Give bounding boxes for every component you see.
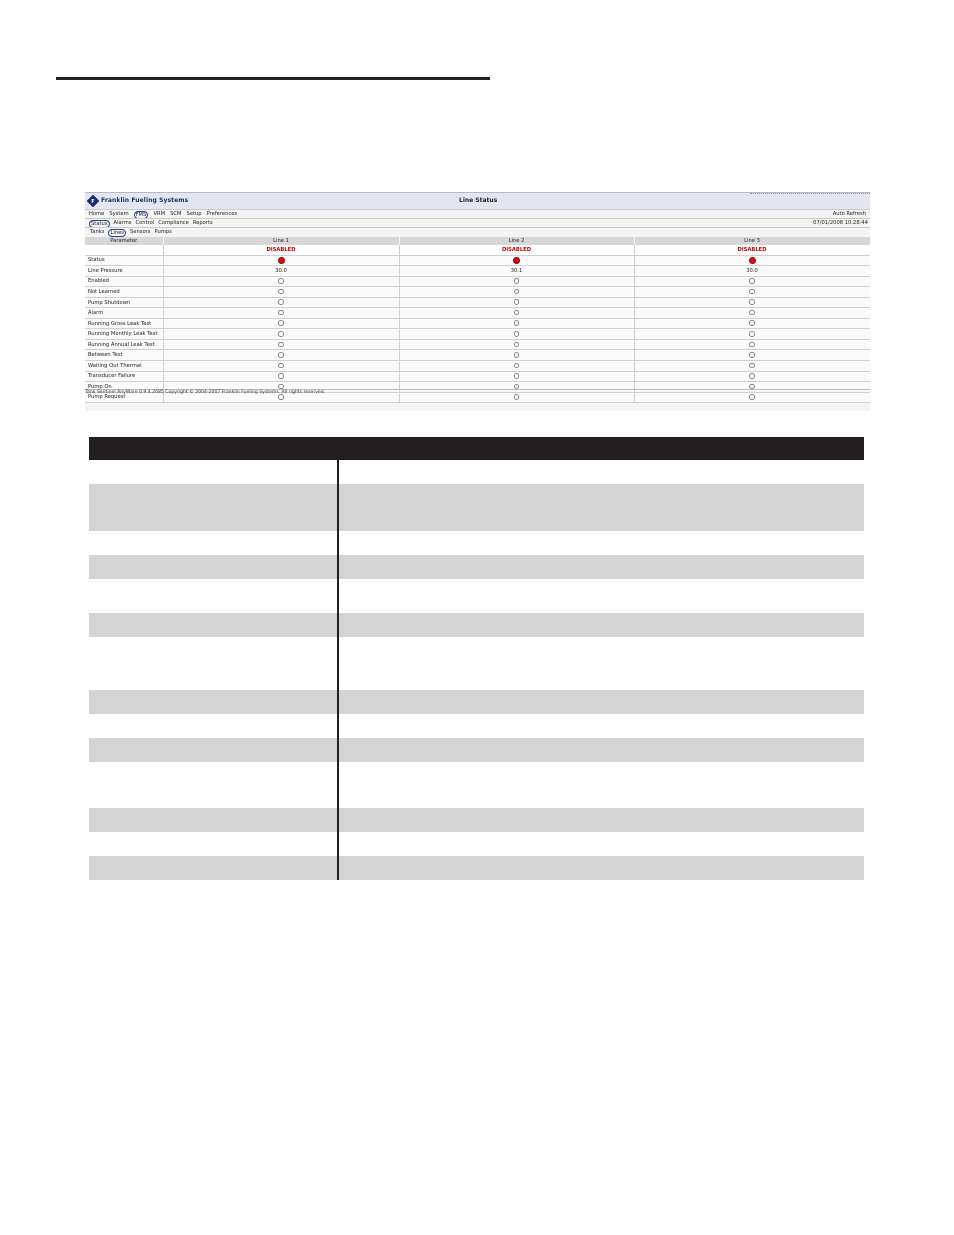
table-row	[85, 276, 870, 287]
indicator-cell	[399, 382, 634, 393]
table-row	[89, 690, 864, 714]
table-row	[85, 318, 870, 329]
table-row	[89, 484, 864, 531]
inactive-indicator-icon	[278, 320, 284, 326]
indicator-cell	[634, 339, 870, 350]
inactive-indicator-icon	[514, 299, 520, 305]
tertiary-nav	[90, 229, 172, 237]
indicator-cell	[634, 308, 870, 319]
inactive-indicator-icon	[749, 342, 755, 348]
auto-refresh-link[interactable]: Auto Refresh	[832, 211, 866, 217]
inactive-indicator-icon	[749, 331, 755, 337]
inactive-indicator-icon	[749, 278, 755, 284]
indicator-cell	[399, 297, 634, 308]
nav-fms[interactable]: FMS	[135, 212, 147, 218]
nav-vrm[interactable]: VRM	[153, 211, 166, 217]
table-row	[85, 287, 870, 298]
inactive-indicator-icon	[514, 278, 520, 284]
indicator-cell	[634, 318, 870, 329]
app-header	[85, 193, 870, 210]
indicator-cell	[634, 382, 870, 393]
svg-text:F: F	[91, 199, 95, 205]
inactive-indicator-icon	[278, 363, 284, 369]
indicator-cell	[634, 297, 870, 308]
table-row	[89, 555, 864, 579]
indicator-cell	[399, 339, 634, 350]
line-pressure-value: 30.0	[163, 266, 399, 277]
top-rule	[56, 77, 490, 80]
table-row	[85, 255, 870, 266]
indicator-cell	[634, 276, 870, 287]
column-header-line-1: Line 1	[163, 237, 399, 245]
inactive-indicator-icon	[278, 289, 284, 295]
table-row	[89, 613, 864, 637]
parameter-label: Transducer Failure	[85, 371, 163, 382]
inactive-indicator-icon	[514, 394, 520, 400]
table-row	[85, 297, 870, 308]
parameter-label: Alarm	[85, 308, 163, 319]
indicator-cell	[163, 318, 399, 329]
disabled-status-text: DISABLED	[163, 245, 399, 255]
reference-table	[89, 437, 864, 880]
indicator-cell	[399, 371, 634, 382]
nav-preferences[interactable]: Preferences	[206, 211, 238, 217]
status-cell	[399, 255, 634, 266]
empty-cell	[85, 245, 163, 255]
inactive-indicator-icon	[514, 342, 520, 348]
nav-system[interactable]: System	[109, 211, 129, 217]
disabled-status-text: DISABLED	[634, 245, 870, 255]
nav-setup[interactable]: Setup	[186, 211, 202, 217]
inactive-indicator-icon	[749, 394, 755, 400]
table-row	[85, 245, 870, 255]
parameter-label: Pump Shutdown	[85, 297, 163, 308]
inactive-indicator-icon	[749, 363, 755, 369]
inactive-indicator-icon	[749, 299, 755, 305]
indicator-cell	[163, 276, 399, 287]
indicator-cell	[163, 287, 399, 298]
inactive-indicator-icon	[514, 320, 520, 326]
indicator-cell	[399, 361, 634, 372]
subnav-control[interactable]: Control	[135, 220, 155, 226]
table-row	[89, 856, 864, 880]
parameter-label: Pump Request	[85, 392, 163, 403]
nav-divider	[85, 218, 870, 219]
inactive-indicator-icon	[278, 310, 284, 316]
table-header-row	[85, 237, 870, 245]
inactive-indicator-icon	[514, 289, 520, 295]
franklin-logo-icon	[87, 195, 99, 207]
inactive-indicator-icon	[278, 331, 284, 337]
status-cell	[163, 255, 399, 266]
inactive-indicator-icon	[749, 373, 755, 379]
indicator-cell	[163, 297, 399, 308]
page-title: Line Status	[459, 197, 498, 204]
indicator-cell	[634, 361, 870, 372]
subnav-alarms[interactable]: Alarms	[113, 220, 132, 226]
table-row	[85, 329, 870, 340]
parameter-label: Status	[85, 255, 163, 266]
header-dots	[750, 193, 870, 196]
line-pressure-value: 30.1	[399, 266, 634, 277]
table-row	[89, 808, 864, 832]
red-status-indicator-icon	[749, 257, 756, 264]
indicator-cell	[399, 318, 634, 329]
inactive-indicator-icon	[278, 352, 284, 358]
column-header-line-3: Line 3	[634, 237, 870, 245]
indicator-cell	[163, 361, 399, 372]
inactive-indicator-icon	[278, 373, 284, 379]
copyright-footer: Tank Sentinel AnyWare 0.9.4.2685 Copyright © 2004-2007 Franklin Fueling Systems. All rights reserved.	[85, 390, 326, 395]
red-status-indicator-icon	[513, 257, 520, 264]
subnav-reports[interactable]: Reports	[192, 220, 213, 226]
disabled-status-text: DISABLED	[399, 245, 634, 255]
column-header-parameter: Parameter	[85, 237, 163, 245]
reference-table-header	[89, 437, 864, 460]
indicator-cell	[399, 392, 634, 403]
inactive-indicator-icon	[514, 331, 520, 337]
line-pressure-value: 30.0	[634, 266, 870, 277]
table-row	[85, 350, 870, 361]
parameter-label: Running Annual Leak Test	[85, 339, 163, 350]
status-cell	[634, 255, 870, 266]
tab-sensors[interactable]: Sensors	[130, 229, 151, 235]
inactive-indicator-icon	[514, 363, 520, 369]
nav-scm[interactable]: SCM	[170, 211, 182, 217]
inactive-indicator-icon	[749, 289, 755, 295]
current-datetime: 07/01/2008 10:28:44	[813, 220, 868, 226]
inactive-indicator-icon	[749, 352, 755, 358]
inactive-indicator-icon	[278, 394, 284, 400]
indicator-cell	[399, 287, 634, 298]
inactive-indicator-icon	[514, 373, 520, 379]
indicator-cell	[634, 287, 870, 298]
indicator-cell	[634, 329, 870, 340]
tab-pumps[interactable]: Pumps	[154, 229, 172, 235]
nav-divider	[85, 227, 870, 228]
tab-tanks[interactable]: Tanks	[90, 229, 105, 235]
table-row	[89, 738, 864, 762]
indicator-cell	[399, 308, 634, 319]
parameter-label: Pump On	[85, 382, 163, 393]
red-status-indicator-icon	[278, 257, 285, 264]
inactive-indicator-icon	[749, 320, 755, 326]
inactive-indicator-icon	[749, 310, 755, 316]
inactive-indicator-icon	[278, 278, 284, 284]
table-row	[85, 371, 870, 382]
nav-home[interactable]: Home	[89, 211, 105, 217]
parameter-label: Between Test	[85, 350, 163, 361]
indicator-cell	[634, 392, 870, 403]
indicator-cell	[163, 329, 399, 340]
table-row	[85, 339, 870, 350]
table-row	[85, 308, 870, 319]
table-row	[85, 266, 870, 277]
indicator-cell	[399, 276, 634, 287]
inactive-indicator-icon	[278, 299, 284, 305]
parameter-label: Enabled	[85, 276, 163, 287]
subnav-status[interactable]: Status	[91, 221, 108, 227]
indicator-cell	[163, 308, 399, 319]
parameter-label: Waiting Out Thermal	[85, 361, 163, 372]
column-divider	[337, 437, 339, 880]
column-header-line-2: Line 2	[399, 237, 634, 245]
indicator-cell	[163, 339, 399, 350]
indicator-cell	[399, 350, 634, 361]
indicator-cell	[634, 350, 870, 361]
inactive-indicator-icon	[514, 352, 520, 358]
parameter-label: Running Gross Leak Test	[85, 318, 163, 329]
line-status-table	[85, 237, 870, 403]
tab-lines[interactable]: Lines	[110, 230, 124, 236]
indicator-cell	[399, 329, 634, 340]
parameter-label: Not Learned	[85, 287, 163, 298]
inactive-indicator-icon	[278, 342, 284, 348]
indicator-cell	[163, 350, 399, 361]
indicator-cell	[634, 371, 870, 382]
brand-name: Franklin Fueling Systems	[101, 197, 189, 204]
subnav-compliance[interactable]: Compliance	[158, 220, 189, 226]
inactive-indicator-icon	[514, 310, 520, 316]
table-row	[85, 361, 870, 372]
line-status-screenshot	[85, 192, 870, 411]
indicator-cell	[163, 371, 399, 382]
parameter-label: Line Pressure	[85, 266, 163, 277]
parameter-label: Running Monthly Leak Test	[85, 329, 163, 340]
